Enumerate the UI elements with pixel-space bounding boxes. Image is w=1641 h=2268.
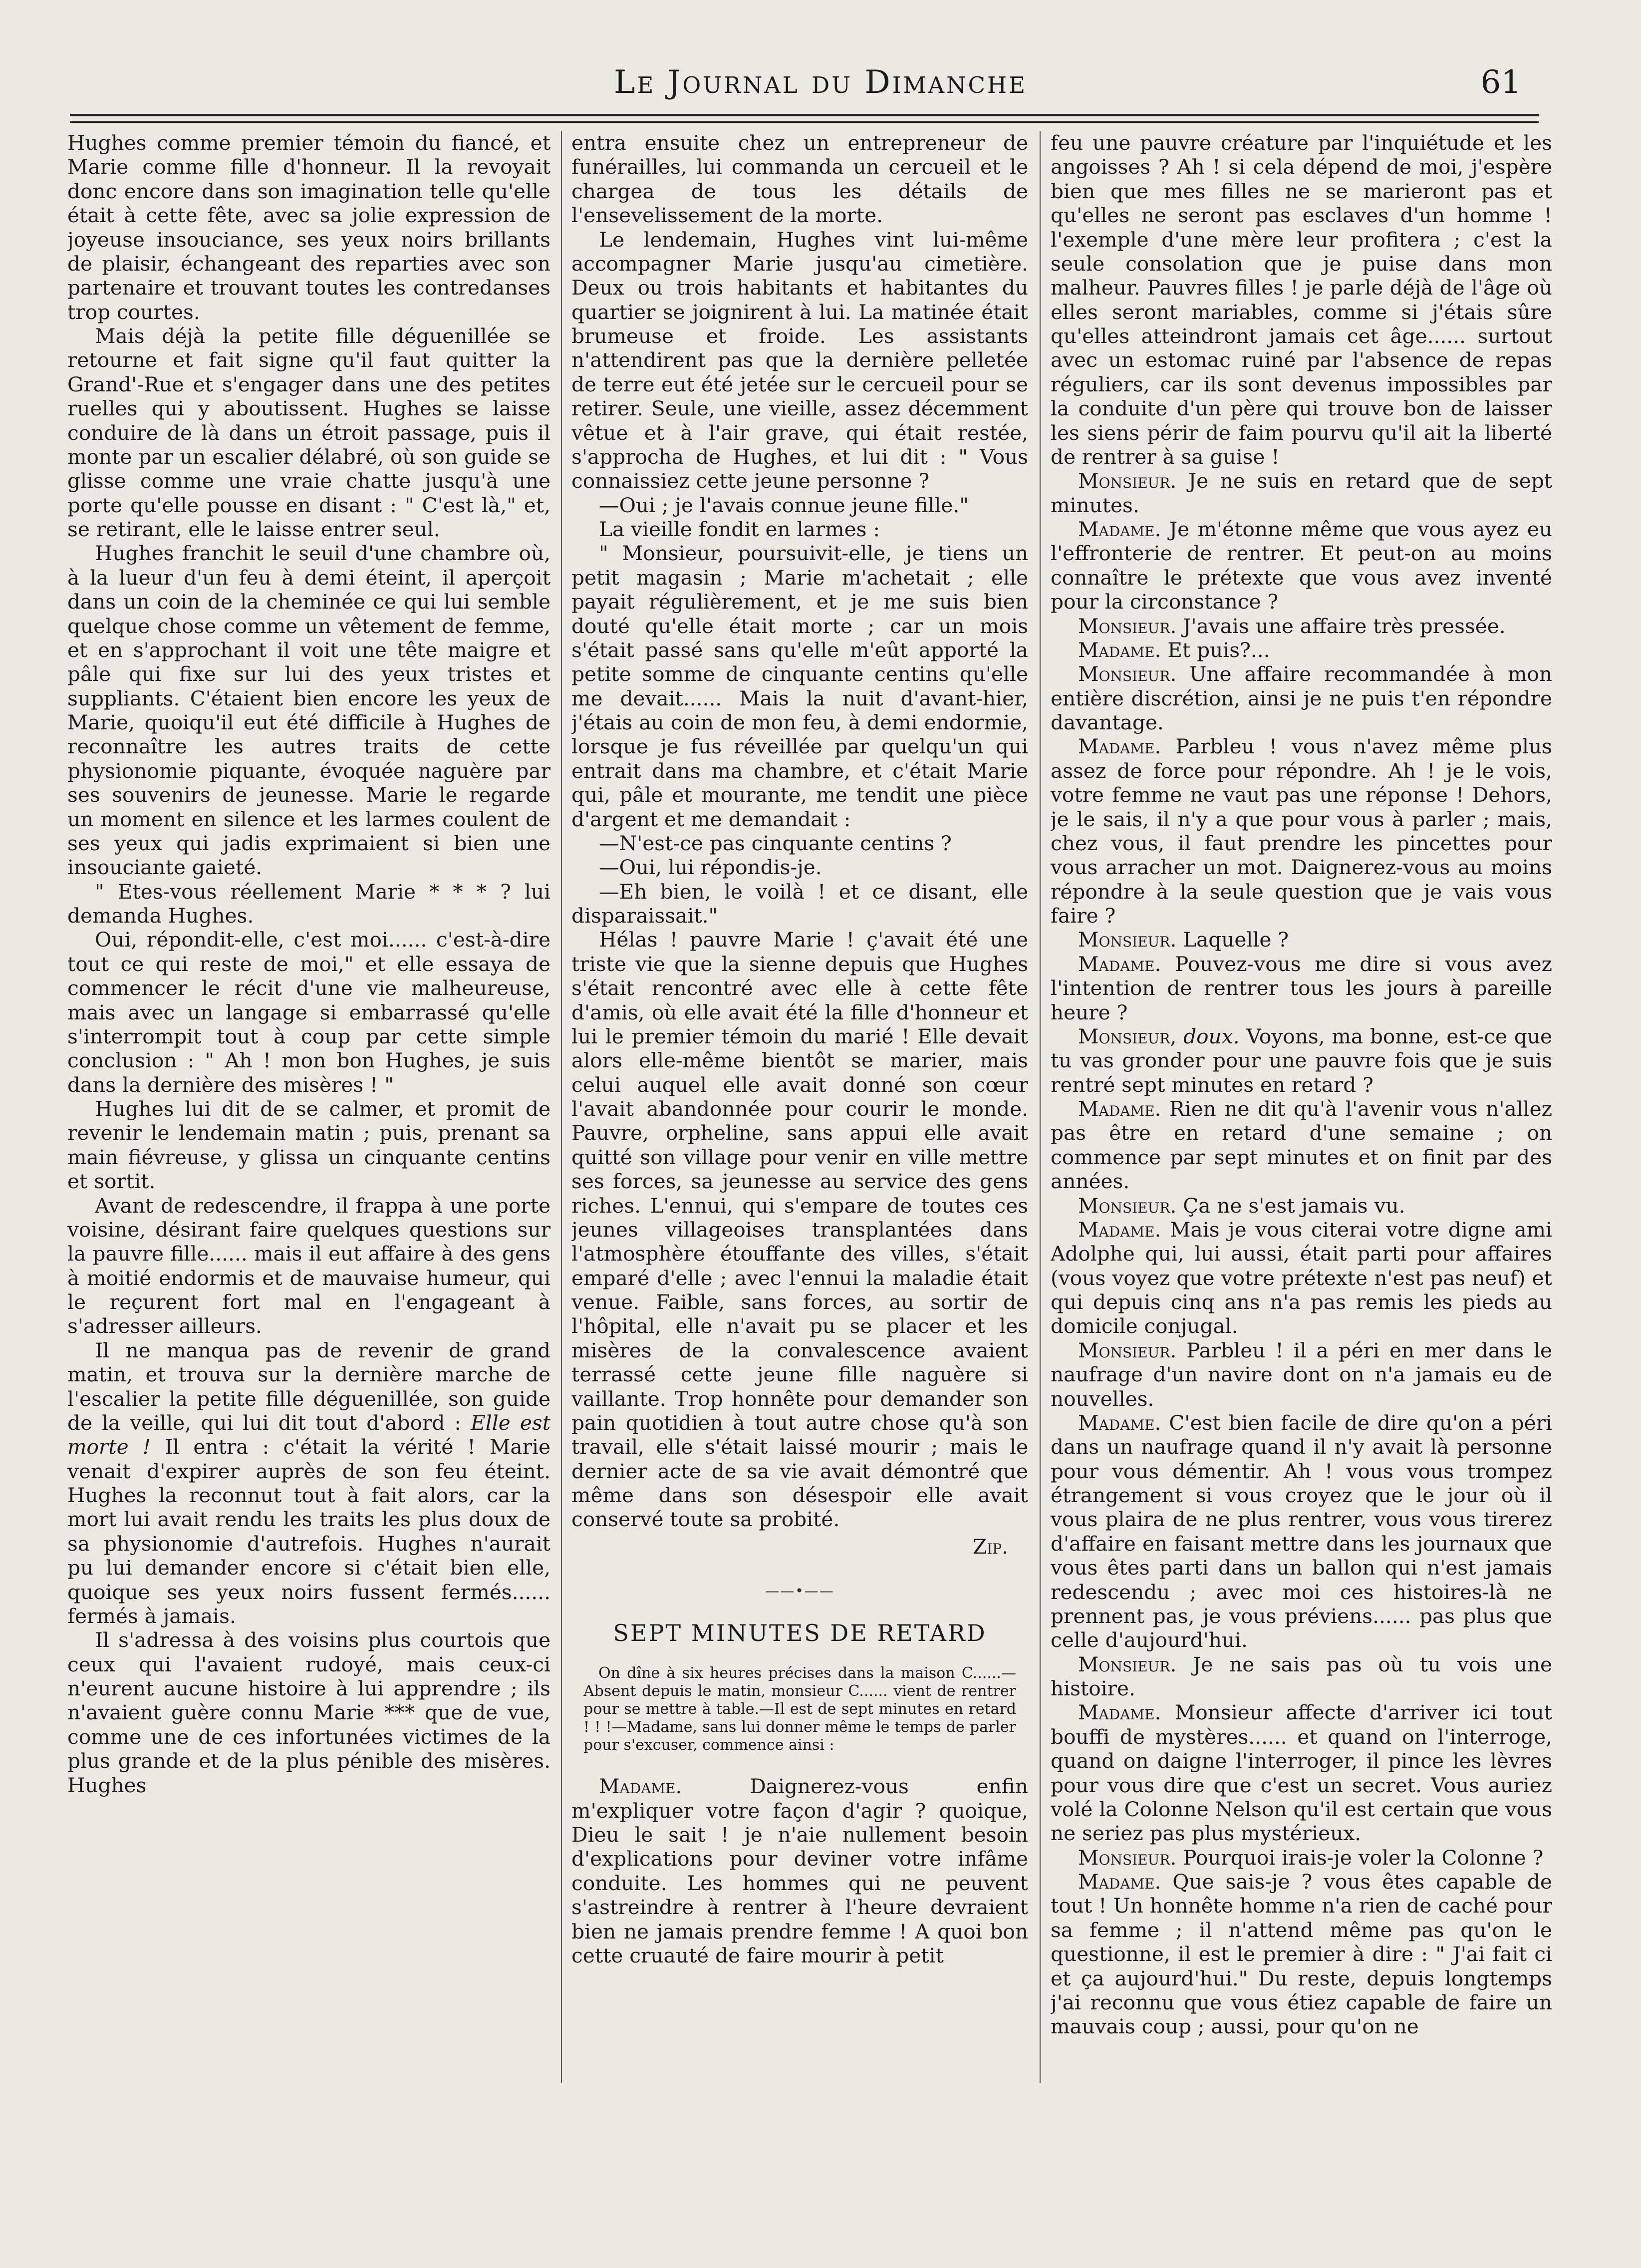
speaker-name: Monsieur. bbox=[1078, 614, 1177, 638]
dialogue-line bbox=[1051, 1024, 1552, 1097]
dialogue-line bbox=[1051, 1338, 1552, 1411]
paragraph: Oui, répondit-elle, c'est moi...... c'est-à-dire tout ce qui reste de moi," et elle essaya de commencer le récit d'une vie malheureuse, mais avec un langage si embarrassé qu'elle s'interrompit tout à coup par cette simple conclusion : " Ah ! mon bon Hughes, je suis dans la dernière des misères ! " bbox=[67, 928, 550, 1097]
author-signature: Zip. bbox=[973, 1534, 1008, 1559]
dialogue-text: J'avais une affaire très pressée. bbox=[1176, 614, 1506, 638]
dialogue-line bbox=[1051, 1218, 1552, 1338]
paragraph: entra ensuite chez un entrepreneur de funérailles, lui commanda un cercueil et le chargea de tous les détails de l'ensevelissement de la morte. bbox=[571, 131, 1028, 228]
paragraph: La vieille fondit en larmes : bbox=[599, 517, 880, 541]
column-divider bbox=[1040, 131, 1041, 2083]
speaker-name: Monsieur. bbox=[1078, 928, 1177, 952]
dialogue-line bbox=[1051, 662, 1552, 734]
paragraph: Avant de redescendre, il frappa à une porte voisine, désirant faire quelques questions sur la pauvre fille...... mais il eut affaire à des gens à moitié endormis et de mauvaise humeur, qui le reçurent fort mal en l'engageant à s'adresser ailleurs. bbox=[67, 1193, 550, 1338]
dialogue-line bbox=[1051, 734, 1552, 928]
dialogue-line bbox=[1051, 614, 1552, 638]
speaker-name: Madame. bbox=[1078, 1217, 1161, 1242]
dialogue-text: Une affaire recommandée à mon entière discrétion, ainsi je ne puis t'en répondre davantage. bbox=[1051, 662, 1552, 734]
dialogue-text: Rien ne dit qu'à l'avenir vous n'allez pas être en retard d'une semaine ; on commence par sept minutes et on finit par des années. bbox=[1051, 1097, 1552, 1194]
dialogue-line bbox=[1051, 638, 1552, 662]
paragraph: Hughes franchit le seuil d'une chambre où, à la lueur d'un feu à demi éteint, il aperçoit dans un coin de la cheminée ce qui lui semble quelque chose comme un vêtement de femme, et en s'approchant il voit une tête maigre et pâle qui fixe sur lui des yeux tristes et suppliants. C'étaient bien encore les yeux de Marie, quoiqu'il eut été difficile à Hughes de reconnaître les autres traits de cette physionomie piquante, évoquée naguère par ses souvenirs de jeunesse. Marie le regarde un moment en silence et les larmes coulent de ses yeux qui jadis exprimaient si bien une insouciante gaieté. bbox=[67, 541, 550, 880]
speaker-name: Monsieur. bbox=[1078, 1652, 1177, 1676]
speaker-name: Madame. bbox=[1078, 734, 1161, 759]
dialogue-text: Je ne sais pas où tu vois une histoire. bbox=[1051, 1652, 1552, 1700]
header-rule-thin bbox=[70, 121, 1539, 123]
dialogue-text: Pourquoi irais-je voler la Colonne ? bbox=[1176, 1845, 1544, 1870]
text-run: Il entra : c'était la vérité ! Marie venait d'expirer auprès de son feu éteint. Hughes la reconnut tout à fait alors, car la mort lui avait rendu les traits les plus doux de sa physionomie d'autrefois. Hughes n'aurait pu lui demander encore si c'était bien elle, quoique ses yeux noirs fussent fermés...... fermés à jamais. bbox=[67, 1435, 550, 1628]
column-divider bbox=[561, 131, 562, 2083]
paragraph: —N'est-ce pas cinquante centins ? bbox=[599, 831, 952, 855]
dialogue-line bbox=[1051, 1652, 1552, 1701]
intro-text: On dîne à six heures précises dans la maison C......—Absent depuis le matin, monsieur C...... vient de rentrer pour se mettre à table.—Il est de sept minutes en retard ! ! !—Madame, sans lui donner même le temps de parler pour s'excuser, commence ainsi : bbox=[583, 1664, 1016, 1754]
dialogue-text: Parbleu ! il a péri en mer dans le naufrage d'un navire dont on n'a jamais eu de nouvelles. bbox=[1051, 1338, 1552, 1411]
dialogue-line bbox=[571, 1774, 1028, 1967]
paragraph: Le lendemain, Hughes vint lui-même accompagner Marie jusqu'au cimetière. Deux ou trois habitants et habitantes du quartier se joignirent à lui. La matinée était brumeuse et froide. Les assistants n'attendirent pas que la dernière pelletée de terre eut été jetée sur le cercueil pour se retirer. Seule, une vieille, assez décemment vêtue et à l'air grave, qui était restée, s'approcha de Hughes, et lui dit : " Vous connaissiez cette jeune personne ? bbox=[571, 227, 1028, 493]
speaker-name: Madame. bbox=[1078, 952, 1161, 976]
paragraph: Hughes lui dit de se calmer, et promit de revenir le lendemain matin ; puis, prenant sa main fiévreuse, y glissa un cinquante centins et sortit. bbox=[67, 1097, 550, 1194]
dialogue-text: Je m'étonne même que vous ayez eu l'effronterie de rentrer. Et peut-on au moins connaître le prétexte que vous avez inventé pour la circonstance ? bbox=[1051, 517, 1552, 614]
dialogue-text: Laquelle ? bbox=[1176, 928, 1289, 952]
speaker-name: Madame. bbox=[599, 1774, 682, 1799]
paragraph bbox=[67, 1338, 550, 1628]
masthead-title: Le Journal du Dimanche bbox=[613, 64, 1028, 101]
column-1 bbox=[67, 131, 550, 2098]
dialogue-text: Pouvez-vous me dire si vous avez l'intention de rentrer tous les jours à pareille heure ? bbox=[1051, 952, 1552, 1024]
paragraph: —Oui, lui répondis-je. bbox=[599, 855, 822, 880]
stage-direction: doux. bbox=[1183, 1024, 1240, 1048]
paragraph: feu une pauvre créature par l'inquiétude et les angoisses ? Ah ! si cela dépend de moi, j'espère bien que mes filles ne se marieront pas et qu'elles ne seront pas esclaves d'un homme ! l'exemple d'une mère leur profitera ; c'est la seule consolation que je puise dans mon malheur. Pauvres filles ! je parle déjà de l'âge où elles seront mariables, comme si j'étais sûre qu'elles atteindront jamais cet âge...... surtout avec un estomac ruiné par l'absence de repas réguliers, car ils sont devenus impossibles par la conduite d'un père qui trouve bon de laisser les siens périr de faim pourvu qu'il ait la liberté de rentrer à sa guise ! bbox=[1051, 131, 1552, 469]
dialogue-text: Que sais-je ? vous êtes capable de tout ! Un honnête homme n'a rien de caché pour sa femme ; il n'attend même pas qu'on le questionne, il est le premier à dire : " J'ai fait ci et ça aujourd'hui." Du reste, depuis longtemps j'ai reconnu que vous étiez capable de faire un mauvais coup ; aussi, pour qu'on ne bbox=[1051, 1870, 1552, 2039]
paragraph: " Etes-vous réellement Marie * * * ? lui demanda Hughes. bbox=[67, 879, 550, 928]
speaker-name: Madame. bbox=[1078, 1410, 1161, 1435]
dialogue-text: Monsieur affecte d'arriver ici tout bouffi de mystères...... et quand on l'interroge, quand on daigne l'interroger, il pince les lèvres pour vous dire que c'est un secret. Vous auriez volé la Colonne Nelson qu'il est certain que vous ne seriez pas plus mystérieux. bbox=[1051, 1700, 1552, 1846]
italic-quote: Elle est morte ! bbox=[67, 1410, 550, 1459]
paragraph: Hughes comme premier témoin du fiancé, et Marie comme fille d'honneur. Il la revoyait donc encore dans son imagination telle qu'elle était à cette fête, avec sa jolie expression de joyeuse insouciance, ses yeux noirs brillants de plaisir, échangeant des reparties avec son partenaire et trouvant toutes les contredanses trop courtes. bbox=[67, 131, 550, 324]
paragraph: Mais déjà la petite fille déguenillée se retourne et fait signe qu'il faut quitter la Grand'-Rue et s'engager dans une des petites ruelles qui y aboutissent. Hughes se laisse conduire de là dans un étroit passage, puis il monte par un escalier délabré, où son guide se glisse comme une vraie chatte jusqu'à une porte qu'elle pousse en disant : " C'est là," et, se retirant, elle le laisse entrer seul. bbox=[67, 324, 550, 541]
dialogue-text: Parbleu ! vous n'avez même plus assez de force pour répondre. Ah ! je le vois, votre femme ne vaut pas une réponse ! Dehors, je le sais, il n'y a que pour vous à parler ; mais, chez vous, il faut prendre les pincettes pour vous arracher un mot. Daignerez-vous au moins répondre à la seule question que je vais vous faire ? bbox=[1051, 734, 1552, 928]
speaker-name: Monsieur. bbox=[1078, 469, 1177, 493]
speaker-name: Monsieur, bbox=[1078, 1024, 1177, 1048]
dialogue-line bbox=[1051, 1411, 1552, 1652]
speaker-name: Monsieur. bbox=[1078, 1193, 1177, 1218]
paragraph: —Oui ; je l'avais connue jeune fille." bbox=[599, 493, 969, 517]
speaker-name: Madame. bbox=[1078, 517, 1161, 541]
dialogue-line bbox=[1051, 469, 1552, 517]
speaker-name: Madame. bbox=[1078, 638, 1161, 662]
paragraph: Hélas ! pauvre Marie ! ç'avait été une triste vie que la sienne depuis que Hughes s'était rencontré avec elle à cette fête d'amis, où elle avait été la fille d'honneur et lui le premier témoin du marié ! Elle devait alors elle-même bientôt se marier, mais celui auquel elle avait donné son cœur l'avait abandonnée pour courir le monde. Pauvre, orpheline, sans appui elle avait quitté son village pour venir en ville mettre ses forces, sa jeunesse au service des gens riches. L'ennui, qui s'empare de toutes ces jeunes villageoises transplantées dans l'atmosphère étouffante des villes, s'était emparé d'elle ; avec l'ennui la maladie était venue. Faible, sans forces, au sortir de l'hôpital, elle n'avait pu se placer et les misères de la convalescence avaient terrassé cette jeune fille naguère si vaillante. Trop honnête pour demander son pain quotidien à tout autre chose qu'à son travail, elle s'était laissé mourir ; mais le dernier acte de sa vie avait démontré que même dans son désespoir elle avait conservé toute sa probité. bbox=[571, 928, 1028, 1532]
dialogue-text: C'est bien facile de dire qu'on a péri dans un naufrage quand il n'y avait là personne pour vous démentir. Ah ! vous vous trompez étrangement si vous croyez que le jour où il vous plaira de ne plus rentrer, vous vous tirerez d'affaire en faisant mettre dans les journaux que vous êtes parti dans un ballon qui n'est jamais redescendu ; avec moi ces histoires-là ne prennent pas, je vous préviens...... pas plus que celle d'aujourd'hui. bbox=[1051, 1410, 1552, 1652]
page-number: 61 bbox=[1480, 64, 1521, 101]
dialogue-line bbox=[1051, 1700, 1552, 1845]
dialogue-text: Voyons, ma bonne, est-ce que tu vas gronder pour une pauvre fois que je suis rentré sept minutes en retard ? bbox=[1051, 1024, 1552, 1097]
section-ornament: ——•—— bbox=[765, 1583, 834, 1600]
paragraph: Il s'adressa à des voisins plus courtois que ceux qui l'avaient rudoyé, mais ceux-ci n'eurent aucune histoire à lui apprendre ; ils n'avaient guère connu Marie *** que de vue, comme une de ces infortunées victimes de la plus grande et de la plus pénible des misères. Hughes bbox=[67, 1628, 550, 1797]
dialogue-line bbox=[1051, 1194, 1552, 1218]
speaker-name: Monsieur. bbox=[1078, 662, 1177, 686]
dialogue-line bbox=[1051, 928, 1552, 952]
dialogue-text: Mais je vous citerai votre digne ami Adolphe qui, lui aussi, était parti pour affaires (vous voyez que votre prétexte n'est pas neuf) et qui depuis cinq ans n'a pas remis les pieds au domicile conjugal. bbox=[1051, 1217, 1552, 1338]
dialogue-line bbox=[1051, 517, 1552, 614]
speaker-name: Madame. bbox=[1078, 1870, 1161, 1894]
dialogue-text: Et puis?... bbox=[1161, 638, 1270, 662]
paragraph: —Eh bien, le voilà ! et ce disant, elle disparaissait." bbox=[571, 879, 1028, 928]
dialogue-text: Je ne suis en retard que de sept minutes. bbox=[1051, 469, 1552, 517]
dialogue-text: Daignerez-vous enfin m'expliquer votre façon d'agir ? quoique, Dieu le sait ! je n'aie nullement besoin d'explications pour deviner votre infâme conduite. Les hommes qui ne peuvent s'astreindre à rentrer à l'heure devraient bien ne jamais prendre femme ! A quoi bon cette cruauté de faire mourir à petit bbox=[571, 1774, 1028, 1967]
text-run: Il ne manqua pas de revenir de grand matin, et trouva sur la dernière marche de l'escalier la petite fille déguenillée, son guide de la veille, qui lui dit tout d'abord : bbox=[67, 1338, 550, 1435]
section-intro bbox=[571, 1664, 1028, 1754]
dialogue-line bbox=[1051, 1870, 1552, 2039]
dialogue-line bbox=[1051, 1097, 1552, 1194]
speaker-name: Madame. bbox=[1078, 1097, 1161, 1121]
header-rule bbox=[70, 114, 1539, 116]
dialogue-line bbox=[1051, 1846, 1552, 1870]
speaker-name: Monsieur. bbox=[1078, 1845, 1177, 1870]
column-2 bbox=[571, 131, 1028, 2098]
section-title: SEPT MINUTES DE RETARD bbox=[613, 1619, 987, 1646]
speaker-name: Monsieur. bbox=[1078, 1338, 1177, 1362]
dialogue-text: Ça ne s'est jamais vu. bbox=[1176, 1193, 1405, 1218]
column-3 bbox=[1051, 131, 1552, 2098]
dialogue-line bbox=[1051, 952, 1552, 1024]
speaker-name: Madame. bbox=[1078, 1700, 1161, 1725]
paragraph: " Monsieur, poursuivit-elle, je tiens un petit magasin ; Marie m'achetait ; elle payait régulièrement, et je me suis bien douté qu'elle était morte ; car un mois s'était passé sans qu'elle m'eût apporté la petite somme de cinquante centins qu'elle me devait...... Mais la nuit d'avant-hier, j'étais au coin de mon feu, à demi endormie, lorsque je fus réveillée par quelqu'un qui entrait dans ma chambre, et c'était Marie qui, pâle et mourante, me tendit une pièce d'argent et me demandait : bbox=[571, 541, 1028, 831]
